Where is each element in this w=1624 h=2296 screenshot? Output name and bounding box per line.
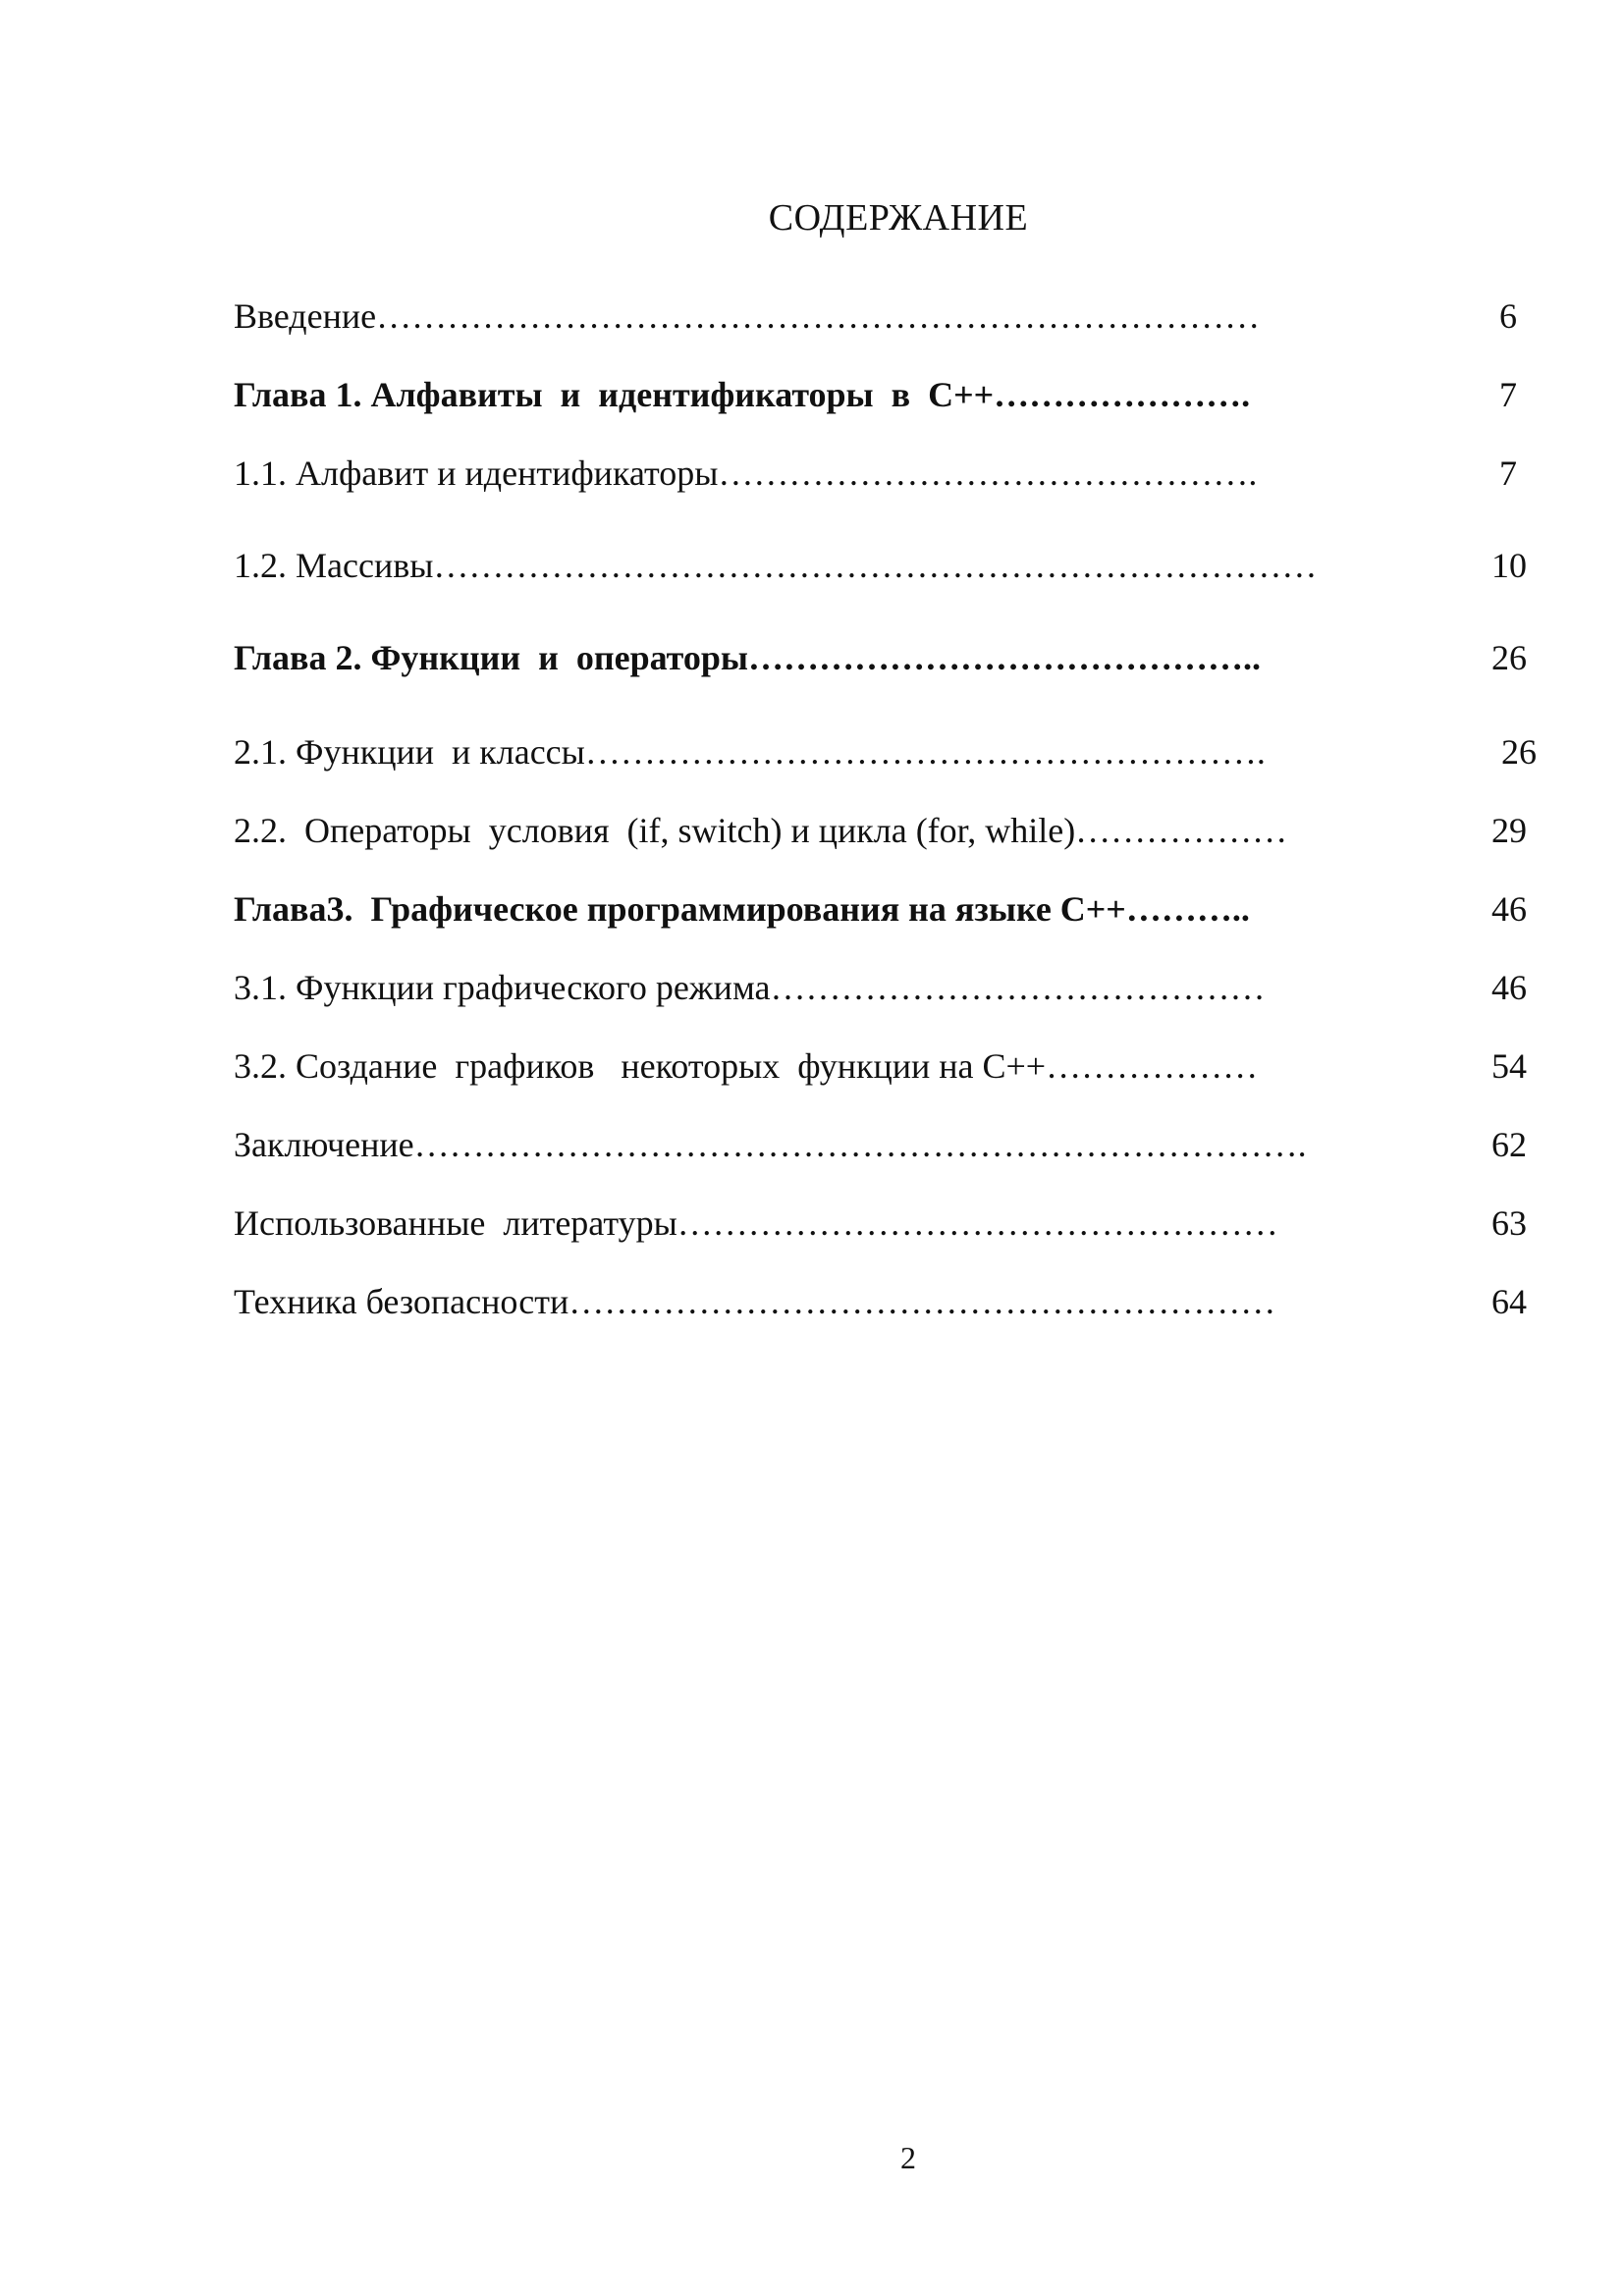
- toc-entry-text: 3.1. Функции графического режима……………………………………: [234, 968, 1266, 1007]
- toc-entry-page: 6: [1499, 296, 1517, 336]
- toc-entry-chapter-3: [234, 881, 1527, 936]
- toc-entry-safety: [234, 1274, 1527, 1329]
- toc-entry-introduction: [234, 289, 1517, 344]
- toc-entry-text: Введение…………………………………………………………………: [234, 296, 1261, 336]
- toc-entry-text: 2.2. Операторы условия (if, switch) и цикла (for, while)………………: [234, 811, 1288, 850]
- page-number: 2: [900, 2140, 916, 2175]
- toc-entry-section-3-2: [234, 1039, 1527, 1094]
- toc-entry-text: Глава 2. Функции и операторы……………………………………..: [234, 638, 1262, 677]
- toc-entry-page: 10: [1491, 546, 1527, 585]
- toc-entry-page: 29: [1491, 811, 1527, 850]
- toc-entry-section-1-2: [234, 538, 1527, 593]
- toc-entry-text: 1.2. Массивы…………………………………………………………………: [234, 546, 1318, 585]
- toc-entry-page: 64: [1491, 1282, 1527, 1321]
- toc-entry-page: 46: [1491, 968, 1527, 1007]
- toc-entry-section-1-1: [234, 446, 1517, 501]
- toc-entry-page: 62: [1491, 1125, 1527, 1164]
- toc-entry-page: 63: [1491, 1203, 1527, 1243]
- toc-entry-references: [234, 1196, 1527, 1251]
- toc-entry-conclusion: [234, 1117, 1527, 1172]
- toc-entry-text: Заключение………………………………………………………………….: [234, 1125, 1307, 1164]
- toc-entry-text: Техника безопасности……………………………………………………: [234, 1282, 1276, 1321]
- toc-entry-page: 46: [1491, 889, 1527, 929]
- toc-entry-section-2-2: [234, 803, 1527, 858]
- toc-entry-text: Глава 1. Алфавиты и идентификаторы в С++………………….: [234, 375, 1251, 414]
- toc-entry-page: 26: [1491, 638, 1527, 677]
- toc-entry-section-3-1: [234, 960, 1527, 1015]
- toc-entry-text: Глава3. Графическое программирования на языке С++………..: [234, 889, 1250, 929]
- toc-entry-chapter-1: [234, 367, 1517, 422]
- toc-entry-page: 26: [1501, 732, 1537, 772]
- toc-entry-chapter-2: [234, 630, 1527, 685]
- toc-entry-section-2-1: [234, 724, 1537, 779]
- toc-entry-text: 2.1. Функции и классы………………………………………………….: [234, 732, 1266, 772]
- toc-title: СОДЕРЖАНИЕ: [768, 197, 1029, 239]
- toc-entry-text: 3.2. Создание графиков некоторых функции на С++………………: [234, 1046, 1259, 1086]
- toc-entry-page: 54: [1491, 1046, 1527, 1086]
- toc-entry-page: 7: [1499, 375, 1517, 414]
- toc-entry-text: Использованные литературы……………………………………………: [234, 1203, 1278, 1243]
- toc-entry-page: 7: [1499, 454, 1517, 493]
- toc-entry-text: 1.1. Алфавит и идентификаторы……………………………………….: [234, 454, 1258, 493]
